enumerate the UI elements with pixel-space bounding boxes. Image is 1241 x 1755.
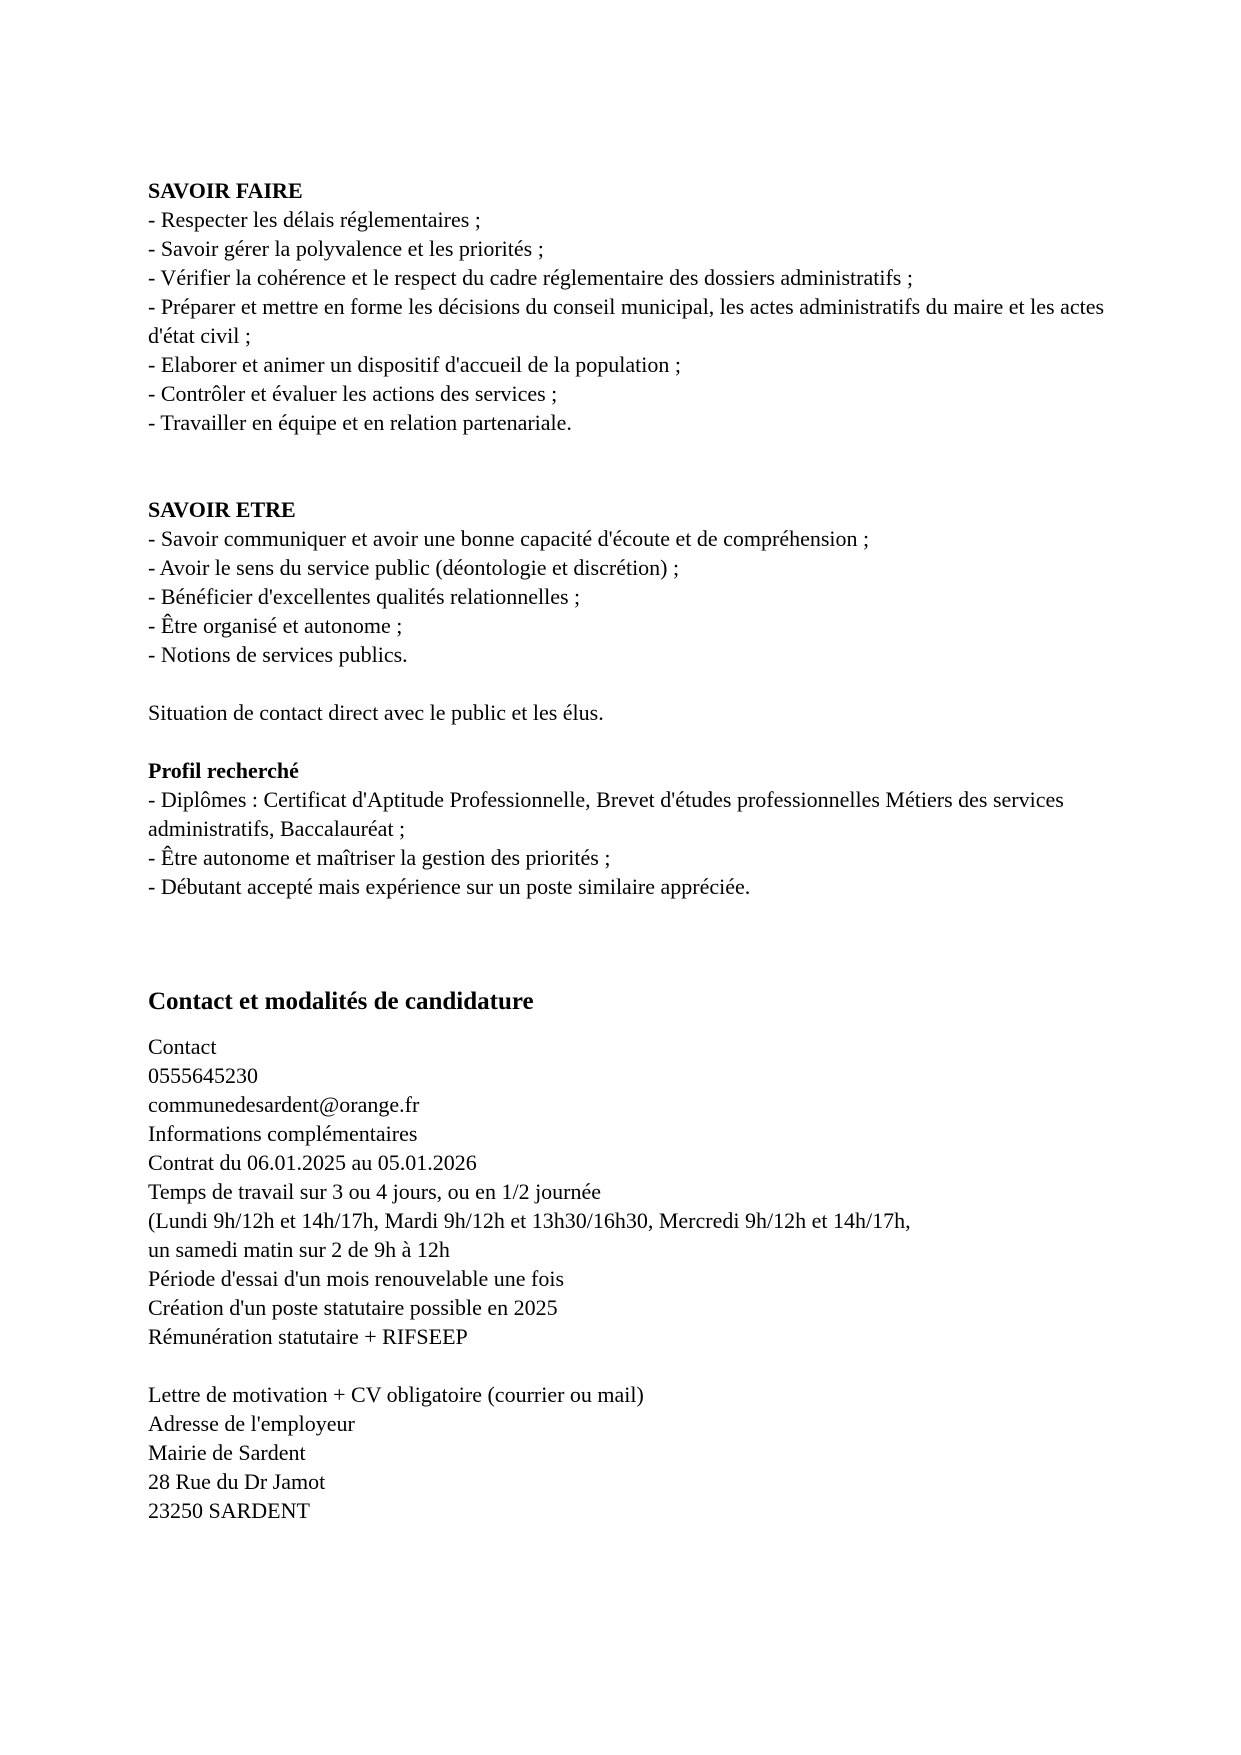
- contact-phone[interactable]: 0555645230: [148, 1063, 258, 1088]
- document-content: [148, 176, 1108, 1525]
- profil-item: - Diplômes : Certificat d'Aptitude Professionnelle, Brevet d'études professionnelles Métiers des services administratifs, Baccalauréat ;: [148, 787, 1070, 841]
- employer-city: 23250 SARDENT: [148, 1498, 310, 1523]
- savoir-faire-item: - Savoir gérer la polyvalence et les priorités ;: [148, 236, 544, 261]
- savoir-faire-item: - Contrôler et évaluer les actions des services ;: [148, 381, 558, 406]
- contact-email[interactable]: communedesardent@orange.fr: [148, 1092, 420, 1117]
- application-requirements: Lettre de motivation + CV obligatoire (courrier ou mail): [148, 1382, 644, 1407]
- savoir-etre-item: - Notions de services publics.: [148, 642, 408, 667]
- spacer: [148, 669, 1108, 698]
- work-time: Temps de travail sur 3 ou 4 jours, ou en 1/2 journée: [148, 1179, 602, 1204]
- savoir-etre-item: - Savoir communiquer et avoir une bonne capacité d'écoute et de compréhension ;: [148, 526, 870, 551]
- savoir-etre-item: - Bénéficier d'excellentes qualités relationnelles ;: [148, 584, 581, 609]
- savoir-faire-section: [148, 176, 1108, 437]
- savoir-faire-heading: SAVOIR FAIRE: [148, 178, 303, 203]
- contact-section-heading: Contact et modalités de candidature: [148, 988, 534, 1015]
- savoir-faire-item: - Respecter les délais réglementaires ;: [148, 207, 481, 232]
- remuneration: Rémunération statutaire + RIFSEEP: [148, 1324, 468, 1349]
- post-creation: Création d'un poste statutaire possible en 2025: [148, 1295, 558, 1320]
- savoir-faire-item: - Elaborer et animer un dispositif d'accueil de la population ;: [148, 352, 682, 377]
- schedule-line: (Lundi 9h/12h et 14h/17h, Mardi 9h/12h et 13h30/16h30, Mercredi 9h/12h et 14h/17h,: [148, 1208, 911, 1233]
- spacer: [148, 901, 1108, 985]
- profil-heading: Profil recherché: [148, 758, 299, 783]
- profil-item: - Être autonome et maîtriser la gestion des priorités ;: [148, 845, 611, 870]
- savoir-etre-section: [148, 495, 1108, 669]
- savoir-etre-item: - Avoir le sens du service public (déontologie et discrétion) ;: [148, 555, 680, 580]
- situation-text: Situation de contact direct avec le public et les élus.: [148, 700, 604, 725]
- profil-section: [148, 756, 1108, 901]
- trial-period: Période d'essai d'un mois renouvelable une fois: [148, 1266, 565, 1291]
- savoir-etre-item: - Être organisé et autonome ;: [148, 613, 403, 638]
- spacer: [148, 437, 1108, 495]
- spacer: [148, 1019, 1108, 1032]
- savoir-faire-item: - Travailler en équipe et en relation partenariale.: [148, 410, 572, 435]
- info-label: Informations complémentaires: [148, 1121, 418, 1146]
- savoir-faire-item: - Vérifier la cohérence et le respect du cadre réglementaire des dossiers administratifs ;: [148, 265, 913, 290]
- contact-section: [148, 985, 1108, 1525]
- savoir-etre-heading: SAVOIR ETRE: [148, 497, 296, 522]
- spacer: [148, 727, 1108, 756]
- employer-street: 28 Rue du Dr Jamot: [148, 1469, 326, 1494]
- schedule-line: un samedi matin sur 2 de 9h à 12h: [148, 1237, 450, 1262]
- employer-name: Mairie de Sardent: [148, 1440, 306, 1465]
- savoir-faire-item: - Préparer et mettre en forme les décisions du conseil municipal, les actes administratifs du maire et les actes d'état civil ;: [148, 294, 1110, 348]
- spacer: [148, 1351, 1108, 1380]
- profil-item: - Débutant accepté mais expérience sur un poste similaire appréciée.: [148, 874, 751, 899]
- contract-period: Contrat du 06.01.2025 au 05.01.2026: [148, 1150, 477, 1175]
- contact-label: Contact: [148, 1034, 217, 1059]
- employer-address-label: Adresse de l'employeur: [148, 1411, 355, 1436]
